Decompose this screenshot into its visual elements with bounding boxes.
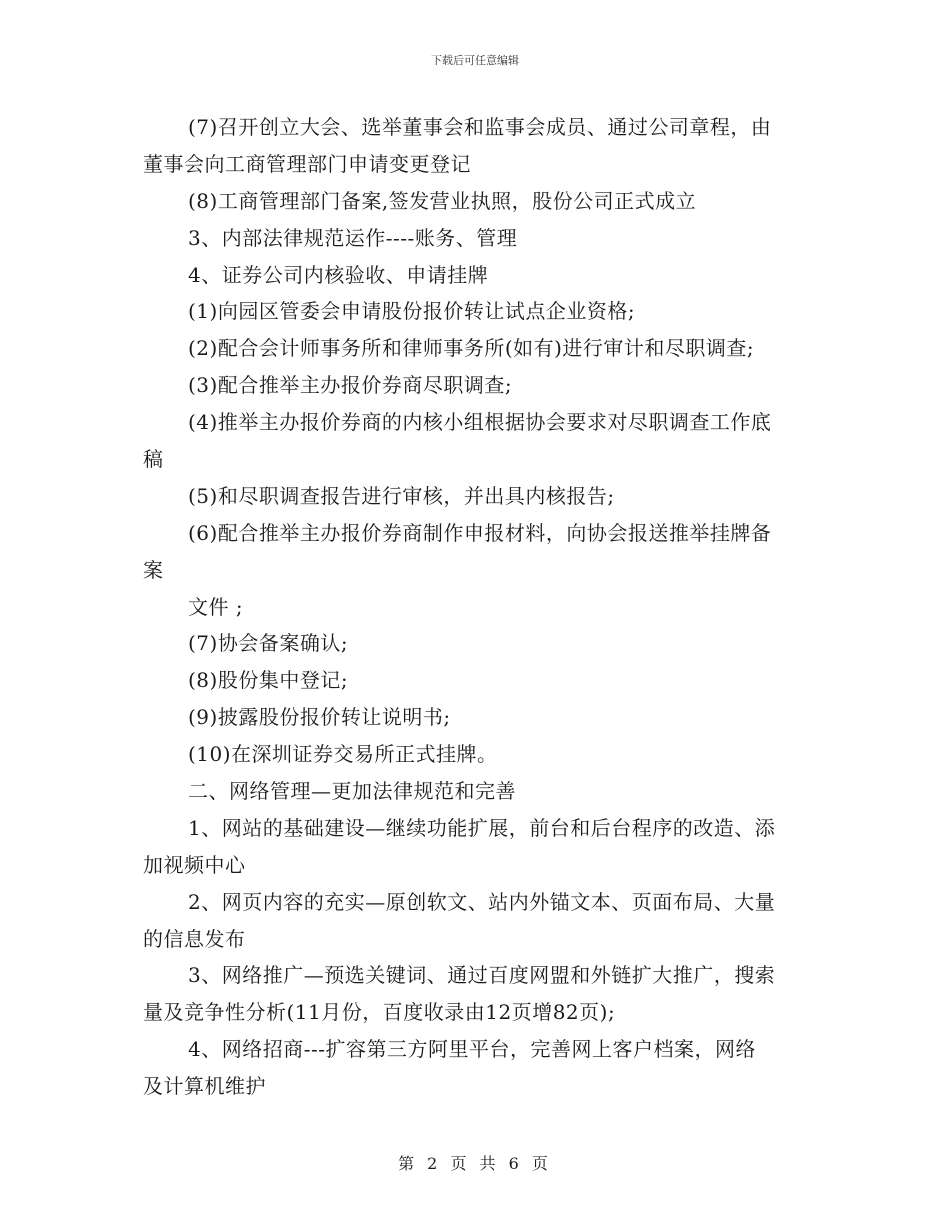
text-line: (1)向园区管委会申请股份报价转让试点企业资格; xyxy=(188,299,636,324)
text-line: (8)工商管理部门备案,签发营业执照，股份公司正式成立 xyxy=(188,188,697,213)
text-line: 案 xyxy=(143,557,164,582)
text-line: 二、网络管理—更加法律规范和完善 xyxy=(188,779,516,804)
document-body xyxy=(143,109,813,1105)
text-line: 文件 ; xyxy=(188,594,244,619)
text-line: 加视频中心 xyxy=(143,852,246,877)
text-line: 的信息发布 xyxy=(143,926,246,951)
text-line: (3)配合推举主办报价券商尽职调查; xyxy=(188,373,513,398)
text-line: (2)配合会计师事务所和律师事务所(如有)进行审计和尽职调查; xyxy=(188,336,755,361)
text-line: 2、网页内容的充实—原创软文、站内外锚文本、页面布局、大量 xyxy=(188,889,776,914)
text-line: (8)股份集中登记; xyxy=(188,668,349,693)
text-line: 3、内部法律规范运作----账务、管理 xyxy=(188,225,518,250)
text-line: (5)和尽职调查报告进行审核，并出具内核报告; xyxy=(188,483,615,508)
page-header: 下载后可任意编辑 xyxy=(431,54,519,67)
text-line: 董事会向工商管理部门申请变更登记 xyxy=(143,151,471,176)
text-line: 及计算机维护 xyxy=(143,1074,266,1099)
text-line: (9)披露股份报价转让说明书; xyxy=(188,705,451,730)
text-line: (6)配合推举主办报价券商制作申报材料，向协会报送推举挂牌备 xyxy=(188,520,772,545)
text-line: (7)召开创立大会、选举董事会和监事会成员、通过公司章程，由 xyxy=(188,115,772,139)
text-line: 3、网络推广—预选关键词、通过百度网盟和外链扩大推广，搜索 xyxy=(188,963,776,988)
text-line: 1、网站的基础建设—继续功能扩展，前台和后台程序的改造、添 xyxy=(188,815,776,840)
page-number: 第 2 页 共 6 页 xyxy=(398,1154,552,1173)
text-line: (7)协会备案确认; xyxy=(188,631,349,656)
text-line: (4)推举主办报价券商的内核小组根据协会要求对尽职调查工作底 xyxy=(188,410,772,435)
text-line: 4、网络招商---扩容第三方阿里平台，完善网上客户档案，网络 xyxy=(188,1037,756,1062)
text-line: (10)在深圳证券交易所正式挂牌。 xyxy=(188,742,498,767)
text-line: 稿 xyxy=(143,447,164,472)
text-line: 量及竞争性分析(11月份，百度收录由12页增82页); xyxy=(143,1000,616,1025)
text-line: 4、证券公司内核验收、申请挂牌 xyxy=(188,262,489,287)
